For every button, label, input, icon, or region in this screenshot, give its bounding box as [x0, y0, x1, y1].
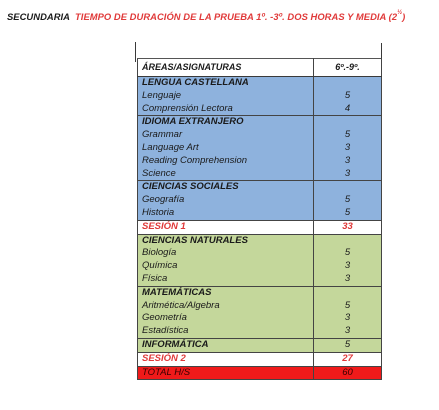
subject-row [138, 142, 382, 155]
session-row [138, 220, 382, 234]
duration-fraction: ½ [397, 10, 403, 16]
header-area: ÁREAS/ASIGNATURAS [138, 59, 314, 77]
subject-row [138, 90, 382, 103]
subject-row [138, 300, 382, 313]
category-row [138, 234, 382, 247]
subject-row [138, 194, 382, 207]
total-row [138, 366, 382, 380]
subject-row [138, 155, 382, 168]
table-header-row [138, 59, 382, 77]
subject-label: Geografía [138, 194, 314, 207]
category-value [314, 77, 382, 90]
subject-label: Science [138, 168, 314, 181]
session-label: SESIÓN 2 [138, 352, 314, 366]
subject-row [138, 260, 382, 273]
subject-value: 5 [314, 90, 382, 103]
category-value: 5 [314, 338, 382, 352]
category-row [138, 116, 382, 129]
category-label: INFORMÁTICA [138, 338, 314, 352]
category-value [314, 116, 382, 129]
subject-value: 3 [314, 142, 382, 155]
duration-title [75, 11, 405, 22]
duration-title-text: TIEMPO DE DURACIÓN DE LA PRUEBA 1º. -3º. DOS HORAS Y MEDIA (2 [75, 11, 398, 22]
subject-row [138, 129, 382, 142]
category-label: LENGUA CASTELLANA [138, 77, 314, 90]
subject-value: 3 [314, 168, 382, 181]
subject-value: 5 [314, 247, 382, 260]
subject-value: 3 [314, 325, 382, 338]
category-value [314, 234, 382, 247]
category-label: CIENCIAS SOCIALES [138, 181, 314, 194]
subject-label: Física [138, 273, 314, 286]
subject-row [138, 168, 382, 181]
category-row [138, 77, 382, 90]
subject-value: 5 [314, 207, 382, 220]
subject-value: 3 [314, 155, 382, 168]
category-value [314, 286, 382, 299]
category-value [314, 181, 382, 194]
category-row [138, 286, 382, 299]
subject-label: Language Art [138, 142, 314, 155]
level-label: SECUNDARIA [7, 11, 71, 22]
subject-value: 3 [314, 312, 382, 325]
category-row [138, 181, 382, 194]
subject-row [138, 312, 382, 325]
subject-value: 5 [314, 300, 382, 313]
subject-label: Estadística [138, 325, 314, 338]
subject-label: Comprensión Lectora [138, 103, 314, 116]
subject-row [138, 273, 382, 286]
category-label: IDIOMA EXTRANJERO [138, 116, 314, 129]
subject-row [138, 247, 382, 260]
session-value: 27 [314, 352, 382, 366]
session-row [138, 352, 382, 366]
subject-label: Reading Comprehension [138, 155, 314, 168]
subject-value: 4 [314, 103, 382, 116]
subject-label: Biología [138, 247, 314, 260]
header-grade: 6º.-9º. [314, 59, 382, 77]
subject-value: 5 [314, 194, 382, 207]
subject-value: 3 [314, 260, 382, 273]
page-heading [7, 11, 405, 22]
subject-label: Geometría [138, 312, 314, 325]
subject-label: Grammar [138, 129, 314, 142]
subjects-table [137, 58, 382, 380]
subject-row [138, 103, 382, 116]
duration-close: ) [402, 11, 406, 22]
total-value: 60 [314, 366, 382, 380]
category-row [138, 338, 382, 352]
category-label: MATEMÁTICAS [138, 286, 314, 299]
subject-row [138, 325, 382, 338]
session-label: SESIÓN 1 [138, 220, 314, 234]
subject-label: Lenguaje [138, 90, 314, 103]
category-label: CIENCIAS NATURALES [138, 234, 314, 247]
session-value: 33 [314, 220, 382, 234]
subject-label: Química [138, 260, 314, 273]
subject-label: Aritmética/Algebra [138, 300, 314, 313]
subject-row [138, 207, 382, 220]
column-divider-left [135, 42, 136, 62]
total-label: TOTAL H/S [138, 366, 314, 380]
subject-value: 3 [314, 273, 382, 286]
subject-value: 5 [314, 129, 382, 142]
subject-label: Historia [138, 207, 314, 220]
